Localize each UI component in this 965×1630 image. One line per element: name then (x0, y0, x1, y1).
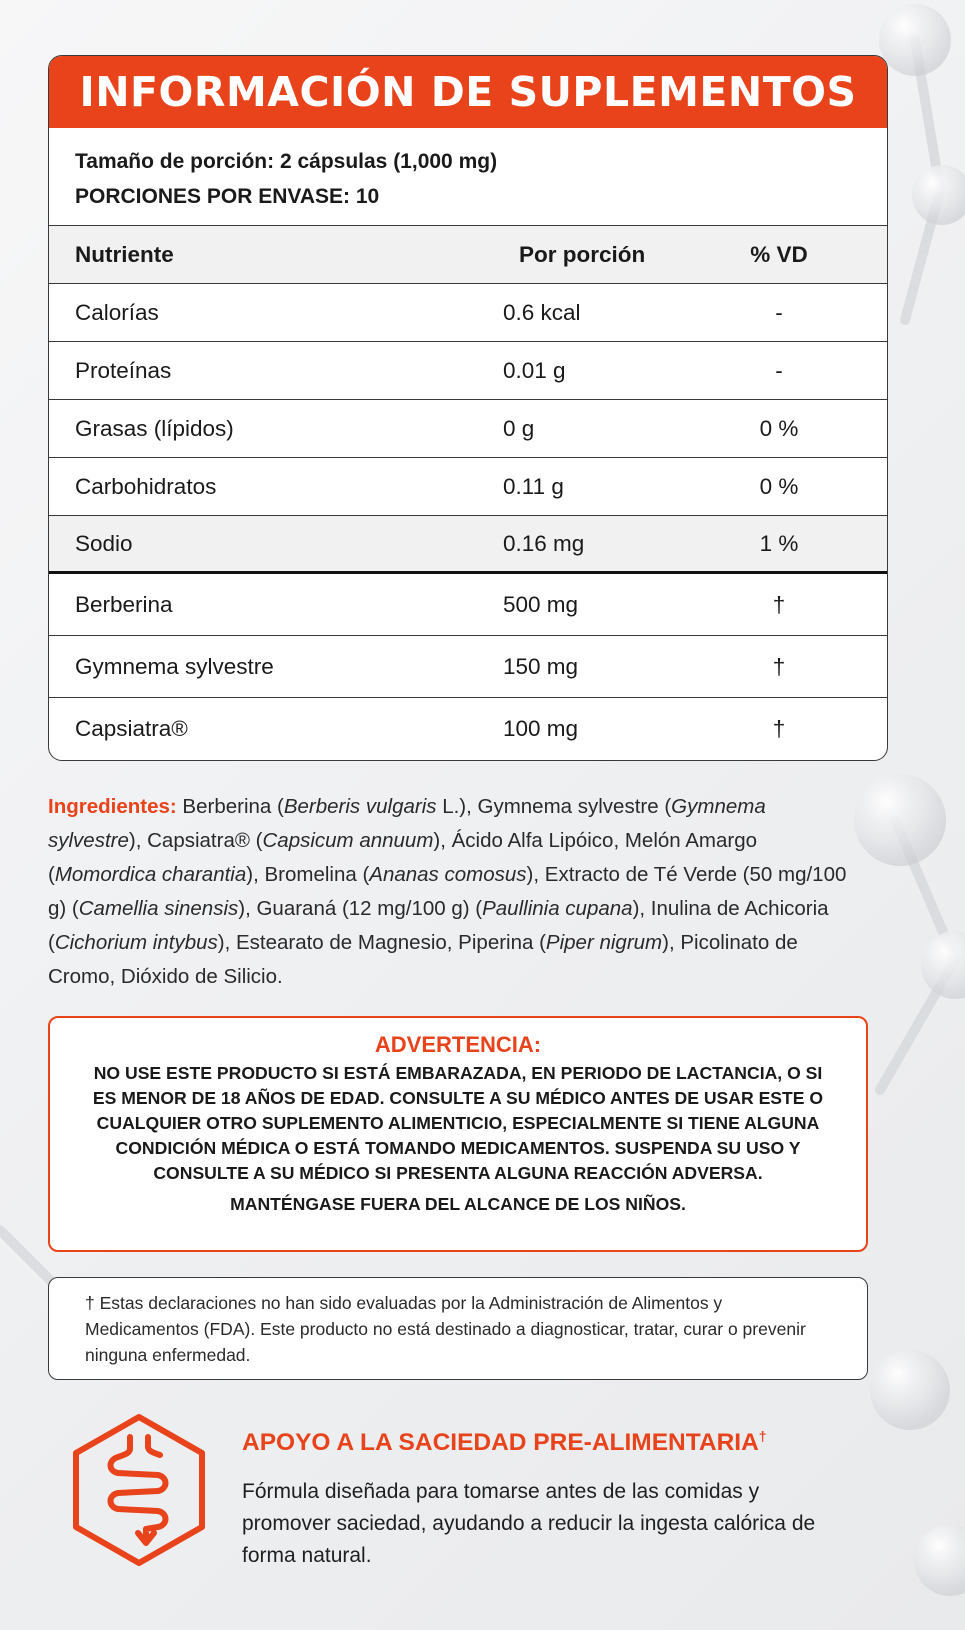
intestine-hexagon-icon (72, 1413, 206, 1567)
warning-title: ADVERTENCIA: (374, 1032, 542, 1057)
fda-disclaimer: † Estas declaraciones no han sido evaluadas por la Administración de Alimentos y Medicamentos (FDA). Este producto no está destinado a diagnosticar, tratar, curar o prevenir ninguna enfermedad. (48, 1277, 868, 1380)
nutrient-amount: 150 mg (503, 653, 579, 679)
ingredient-text-part: ), Guaraná (12 mg/100 g) ( (238, 897, 483, 920)
nutrient-dv: 1 % (759, 530, 799, 556)
nutrient-amount: 0.6 kcal (503, 299, 581, 325)
nutrient-amount: 0.11 g (503, 473, 564, 499)
warning-keep-away: MANTÉNGASE FUERA DEL ALCANCE DE LOS NIÑOS. (230, 1194, 686, 1214)
nutrient-dv: † (772, 591, 786, 617)
ingredient-text-part: ), Bromelina ( (246, 863, 370, 886)
ingredients-paragraph (48, 790, 848, 994)
table-header-row (49, 226, 887, 284)
column-header-nutrient: Nutriente (75, 241, 174, 267)
facts-title: INFORMACIÓN DE SUPLEMENTOS (49, 56, 887, 128)
nutrient-dv: - (775, 299, 783, 325)
nutrient-amount: 0.16 mg (503, 530, 585, 556)
warning-body: NO USE ESTE PRODUCTO SI ESTÁ EMBARAZADA, EN PERIODO DE LACTANCIA, O SI ES MENOR DE 18 AÑOS DE EDAD. CONSULTE A SU MÉDICO ANTES DE USAR ESTE O CUALQUIER OTRO SUPLEMENTO ALIMENTICIO, ESPECIALMENTE SI TIENE ALGUNA CONDICIÓN MÉDICA O ESTÁ TOMANDO MEDICAMENTOS. SUSPENDA SU USO Y CONSULTE A SU MÉDICO SI PRESENTA ALGUNA REACCIÓN ADVERSA. (92, 1063, 824, 1183)
warning-box (48, 1016, 868, 1252)
ingredient-scientific-name: Momordica charantia (54, 863, 247, 886)
nutrient-amount: 100 mg (503, 716, 579, 741)
nutrient-amount: 0 g (503, 415, 535, 441)
ingredients-label: Ingredientes: (48, 795, 177, 818)
nutrient-amount: 500 mg (503, 591, 579, 617)
feature-title-mark: † (758, 1428, 767, 1444)
ingredient-scientific-name: Berberis vulgaris (283, 795, 437, 818)
ingredient-text-part: ), Inulina de Achicoria ( (48, 897, 829, 954)
ingredient-scientific-name: Cichorium intybus (54, 931, 218, 954)
ingredient-text-part: ), Ácido Alfa Lipóico, Melón Amargo ( (48, 829, 758, 886)
nutrient-name: Sodio (75, 530, 133, 556)
nutrient-name: Carbohidratos (75, 473, 217, 499)
ingredient-text-part: Berberina ( (176, 795, 284, 818)
servings-per-container: PORCIONES POR ENVASE: 10 (75, 185, 380, 208)
supplement-facts-panel (48, 55, 888, 761)
nutrient-amount: 0.01 g (503, 357, 566, 383)
nutrient-dv: 0 % (759, 415, 799, 441)
nutrient-name: Capsiatra® (75, 716, 188, 741)
nutrient-dv: - (775, 357, 783, 383)
ingredient-text-part: ), Picolinato de Cromo, Dióxido de Silicio. (48, 931, 798, 988)
ingredient-scientific-name: Capsicum annuum (262, 829, 434, 852)
nutrient-name: Gymnema sylvestre (75, 653, 274, 679)
nutrient-name: Calorías (75, 299, 159, 325)
ingredient-scientific-name: Gymnema sylvestre (48, 795, 766, 852)
ingredient-scientific-name: Ananas comosus (369, 863, 527, 886)
ingredient-text-part: L.), Gymnema sylvestre ( (436, 795, 672, 818)
table-row (49, 400, 887, 458)
table-row (49, 284, 887, 342)
table-row (49, 458, 887, 516)
nutrient-dv: † (772, 716, 786, 741)
nutrient-dv: 0 % (759, 473, 799, 499)
nutrient-dv: † (772, 653, 786, 679)
ingredient-scientific-name: Paullinia cupana (482, 897, 633, 920)
ingredient-text-part: ), Estearato de Magnesio, Piperina ( (217, 931, 546, 954)
ingredient-scientific-name: Piper nigrum (545, 931, 663, 954)
table-row (49, 698, 887, 760)
feature-description: Fórmula diseñada para tomarse antes de las comidas y promover saciedad, ayudando a reducir la ingesta calórica de forma natural. (242, 1480, 816, 1567)
nutrient-name: Berberina (75, 591, 173, 617)
nutrient-name: Proteínas (75, 357, 172, 383)
ingredients-text (48, 795, 846, 988)
serving-size: Tamaño de porción: 2 cápsulas (1,000 mg) (75, 150, 498, 173)
ingredient-text-part: ), Extracto de Té Verde (50 mg/100 g) ( (48, 863, 847, 920)
column-header-dv: % VD (750, 241, 808, 267)
column-header-per-serving: Por porción (519, 241, 646, 267)
table-row (49, 636, 887, 698)
ingredient-scientific-name: Camellia sinensis (78, 897, 239, 920)
nutrient-name: Grasas (lípidos) (75, 415, 234, 441)
serving-info (49, 128, 887, 226)
feature-title-text: APOYO A LA SACIEDAD PRE-ALIMENTARIA (242, 1429, 759, 1457)
table-row (49, 574, 887, 636)
table-row (49, 342, 887, 400)
table-row (49, 516, 887, 574)
feature-title (242, 1428, 767, 1457)
ingredient-text-part: ), Capsiatra® ( (128, 829, 263, 852)
